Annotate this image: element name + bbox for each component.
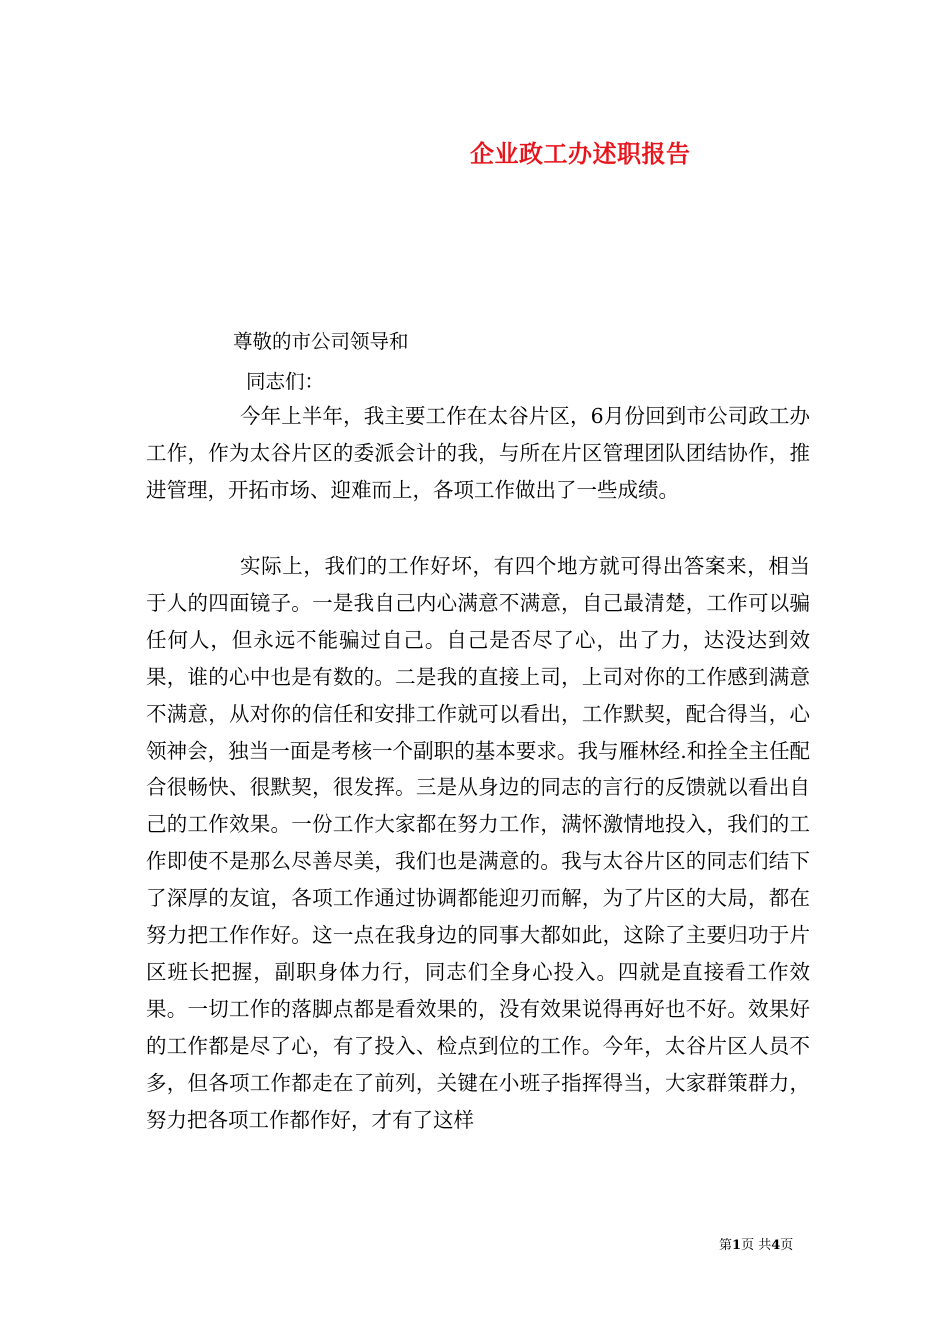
salutation-line-1: 尊敬的市公司领导和 <box>233 330 409 353</box>
salutation-line-2: 同志们： <box>246 370 325 393</box>
footer-middle: 页 共 <box>741 1238 772 1253</box>
footer-total-pages: 4 <box>771 1238 781 1253</box>
footer-current-page: 1 <box>732 1238 742 1253</box>
page-footer <box>719 1234 793 1253</box>
body-paragraph-2: 实际上，我们的工作好坏，有四个地方就可得出答案来，相当于人的四面镜子。一是我自己内心满意不满意，自己最清楚，工作可以骗任何人，但永远不能骗过自己。自己是否尽了心，出了力，达没达到效果，谁的心中也是有数的。二是我的直接上司，上司对你的工作感到满意不满意，从对你的信任和安排工作就可以看出，工作默契，配合得当，心领神会，独当一面是考核一个副职的基本要求。我与雁林经.和拴全主任配合很畅快、很默契，很发挥。三是从身边的同志的言行的反馈就以看出自己的工作效果。一份工作大家都在努力工作，满怀激情地投入，我们的工作即使不是那么尽善尽美，我们也是满意的。我与太谷片区的同志们结下了深厚的友谊，各项工作通过协调都能迎刃而解，为了片区的大局，都在努力把工作作好。这一点在我身边的同事大都如此，这除了主要归功于片区班长把握，副职身体力行，同志们全身心投入。四就是直接看工作效果。一切工作的落脚点都是看效果的，没有效果说得再好也不好。效果好的工作都是尽了心，有了投入、检点到位的工作。今年，太谷片区人员不多，但各项工作都走在了前列，关键在小班子指挥得当，大家群策群力，努力把各项工作都作好，才有了这样 <box>146 554 810 1132</box>
footer-prefix: 第 <box>719 1238 733 1253</box>
body-paragraph-1: 今年上半年，我主要工作在太谷片区，6月份回到市公司政工办工作，作为太谷片区的委派会计的我，与所在片区管理团队团结协作，推进管理，开拓市场、迎难而上，各项工作做出了一些成绩。 <box>146 404 810 502</box>
document-title: 企业政工办述职报告 <box>470 139 691 168</box>
footer-suffix: 页 <box>780 1238 794 1253</box>
